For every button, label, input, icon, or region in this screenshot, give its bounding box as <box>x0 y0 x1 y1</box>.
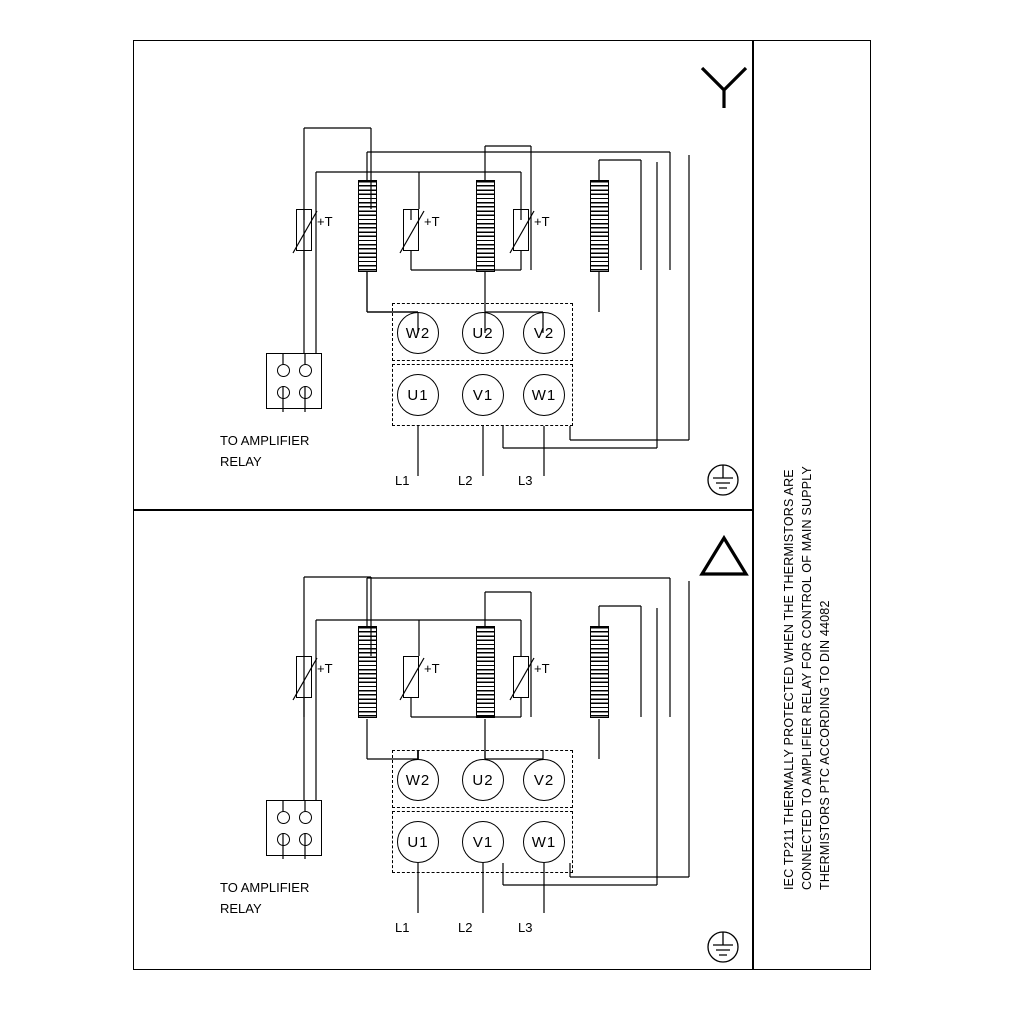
note-line-3: THERMISTORS PTC ACCORDING TO DIN 44082 <box>818 600 832 890</box>
star-wiring <box>133 40 753 510</box>
thermistor-label: +T <box>317 214 333 229</box>
terminal-u1: U1 <box>397 374 439 416</box>
terminal-v1: V1 <box>462 374 504 416</box>
terminal-w2: W2 <box>397 759 439 801</box>
supply-label-l2: L2 <box>458 473 473 488</box>
thermistor-label: +T <box>317 661 333 676</box>
supply-label-l1: L1 <box>395 920 410 935</box>
terminal-u1: U1 <box>397 821 439 863</box>
amplifier-label-line2: RELAY <box>220 901 262 916</box>
amplifier-label-line1: TO AMPLIFIER <box>220 433 310 448</box>
delta-wiring <box>133 510 753 970</box>
supply-label-l3: L3 <box>518 473 533 488</box>
note-line-1: IEC TP211 THERMALLY PROTECTED WHEN THE THERMISTORS ARE <box>782 469 796 890</box>
supply-label-l2: L2 <box>458 920 473 935</box>
thermistor-label: +T <box>424 661 440 676</box>
terminal-v1: V1 <box>462 821 504 863</box>
terminal-w1: W1 <box>523 374 565 416</box>
terminal-w1: W1 <box>523 821 565 863</box>
terminal-u2: U2 <box>462 312 504 354</box>
supply-label-l3: L3 <box>518 920 533 935</box>
amplifier-label-line2: RELAY <box>220 454 262 469</box>
note-line-2: CONNECTED TO AMPLIFIER RELAY FOR CONTROL OF MAIN SUPPLY <box>800 465 814 890</box>
thermistor-label: +T <box>424 214 440 229</box>
thermistor-label: +T <box>534 661 550 676</box>
terminal-u2: U2 <box>462 759 504 801</box>
thermistor-label: +T <box>534 214 550 229</box>
terminal-v2: V2 <box>523 312 565 354</box>
amplifier-label-line1: TO AMPLIFIER <box>220 880 310 895</box>
terminal-w2: W2 <box>397 312 439 354</box>
terminal-v2: V2 <box>523 759 565 801</box>
supply-label-l1: L1 <box>395 473 410 488</box>
